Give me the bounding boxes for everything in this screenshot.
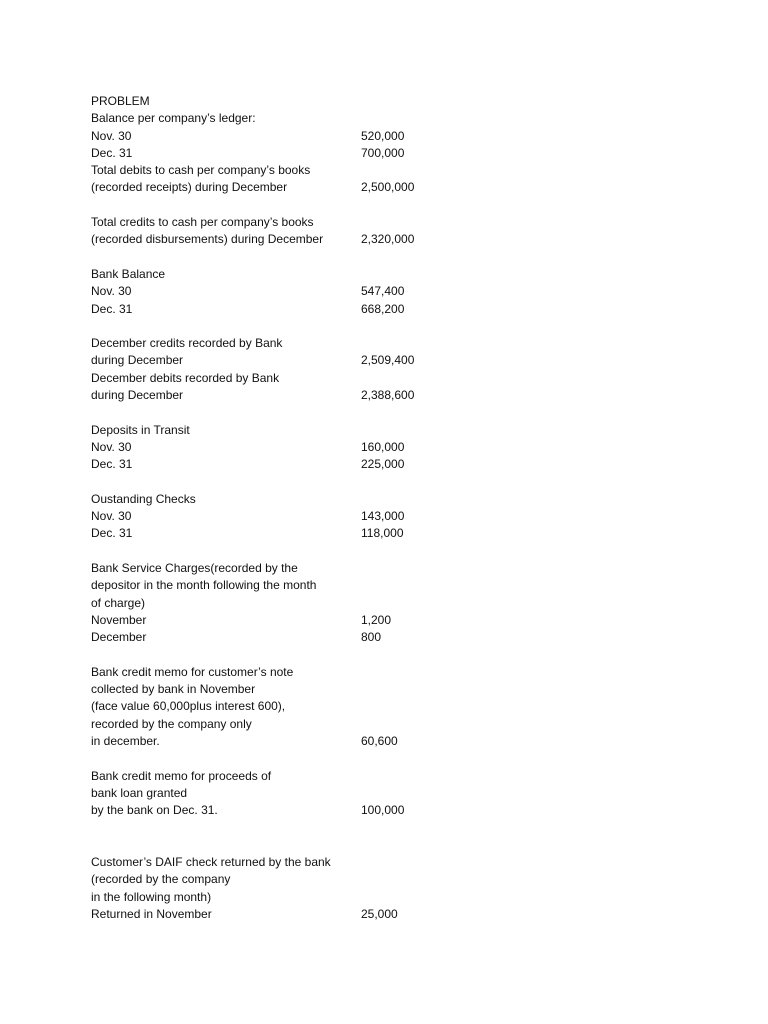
spacer bbox=[91, 543, 511, 560]
daif-row-2 bbox=[91, 871, 511, 888]
spacer bbox=[91, 318, 511, 335]
bank-dec31-label: Dec. 31 bbox=[91, 301, 133, 316]
bank-heading: Bank Balance bbox=[91, 266, 166, 281]
oc-nov30-label: Nov. 30 bbox=[91, 509, 132, 524]
note-row-3 bbox=[91, 698, 511, 715]
bank-debits-line1: December debits recorded by Bank bbox=[91, 370, 280, 385]
oc-nov30-row bbox=[91, 508, 511, 525]
ledger-heading-row bbox=[91, 110, 511, 127]
bank-credits-line1: December credits recorded by Bank bbox=[91, 336, 283, 351]
problem-title: PROBLEM bbox=[91, 94, 150, 108]
bank-debits-value: 2,388,600 bbox=[361, 388, 415, 403]
bank-heading-row bbox=[91, 266, 511, 283]
note-row-5 bbox=[91, 733, 511, 750]
note-row-1 bbox=[91, 664, 511, 681]
dit-nov30-row bbox=[91, 439, 511, 456]
dit-dec31-row bbox=[91, 456, 511, 473]
ledger-dec31-row bbox=[91, 145, 511, 162]
oc-nov30-value: 143,000 bbox=[361, 509, 405, 524]
dit-dec31-value: 225,000 bbox=[361, 457, 405, 472]
dit-heading-row bbox=[91, 422, 511, 439]
note-row-2 bbox=[91, 681, 511, 698]
dit-dec31-label: Dec. 31 bbox=[91, 457, 133, 472]
note-value: 60,600 bbox=[361, 733, 398, 748]
daif-row-3 bbox=[91, 889, 511, 906]
ledger-debits-row-1 bbox=[91, 162, 511, 179]
bsc-row-3 bbox=[91, 595, 511, 612]
bank-nov30-row bbox=[91, 283, 511, 300]
ledger-nov30-row bbox=[91, 128, 511, 145]
ledger-credits-row-2 bbox=[91, 231, 511, 248]
problem-document bbox=[91, 93, 511, 923]
spacer bbox=[91, 197, 511, 214]
ledger-dec31-label: Dec. 31 bbox=[91, 145, 133, 160]
bank-dec31-value: 668,200 bbox=[361, 301, 405, 316]
bank-debits-row-2 bbox=[91, 387, 511, 404]
bank-credits-row-1 bbox=[91, 335, 511, 352]
oc-dec31-value: 118,000 bbox=[361, 526, 404, 541]
spacer bbox=[91, 750, 511, 767]
daif-row-4 bbox=[91, 906, 511, 923]
dit-nov30-label: Nov. 30 bbox=[91, 439, 132, 454]
ledger-debits-value: 2,500,000 bbox=[361, 180, 415, 195]
bank-credits-value: 2,509,400 bbox=[361, 353, 415, 368]
note-line3: (face value 60,000plus interest 600), bbox=[91, 699, 286, 714]
oc-heading: Oustanding Checks bbox=[91, 491, 196, 506]
bsc-dec-label: December bbox=[91, 630, 147, 645]
ledger-debits-row-2 bbox=[91, 179, 511, 196]
problem-title-row bbox=[91, 93, 511, 110]
daif-row-1 bbox=[91, 854, 511, 871]
note-line2: collected by bank in November bbox=[91, 682, 256, 697]
loan-row-3 bbox=[91, 802, 511, 819]
note-line1: Bank credit memo for customer’s note bbox=[91, 664, 294, 679]
loan-line1: Bank credit memo for proceeds of bbox=[91, 768, 272, 783]
ledger-credits-row-1 bbox=[91, 214, 511, 231]
bank-dec31-row bbox=[91, 301, 511, 318]
daif-line1: Customer’s DAIF check returned by the bank bbox=[91, 855, 331, 870]
ledger-credits-line2: (recorded disbursements) during December bbox=[91, 232, 324, 247]
daif-line2: (recorded by the company bbox=[91, 872, 231, 887]
ledger-heading: Balance per company’s ledger: bbox=[91, 111, 256, 126]
loan-line2: bank loan granted bbox=[91, 785, 188, 800]
bsc-nov-value: 1,200 bbox=[361, 612, 392, 627]
dit-heading: Deposits in Transit bbox=[91, 422, 190, 437]
bsc-nov-row bbox=[91, 612, 511, 629]
ledger-debits-line2: (recorded receipts) during December bbox=[91, 180, 288, 195]
bsc-line1: Bank Service Charges(recorded by the bbox=[91, 561, 298, 576]
spacer bbox=[91, 249, 511, 266]
bsc-line3: of charge) bbox=[91, 595, 146, 610]
note-row-4 bbox=[91, 716, 511, 733]
ledger-nov30-value: 520,000 bbox=[361, 128, 405, 143]
loan-row-2 bbox=[91, 785, 511, 802]
bsc-dec-row bbox=[91, 629, 511, 646]
loan-row-1 bbox=[91, 768, 511, 785]
oc-dec31-row bbox=[91, 525, 511, 542]
bank-nov30-value: 547,400 bbox=[361, 284, 405, 299]
bsc-row-2 bbox=[91, 577, 511, 594]
note-line5: in december. bbox=[91, 733, 160, 748]
bsc-dec-value: 800 bbox=[361, 630, 382, 645]
loan-line3: by the bank on Dec. 31. bbox=[91, 803, 218, 818]
spacer bbox=[91, 819, 511, 854]
ledger-nov30-label: Nov. 30 bbox=[91, 128, 132, 143]
oc-heading-row bbox=[91, 491, 511, 508]
ledger-dec31-value: 700,000 bbox=[361, 145, 405, 160]
bsc-nov-label: November bbox=[91, 612, 147, 627]
daif-value: 25,000 bbox=[361, 906, 398, 921]
bank-debits-line2: during December bbox=[91, 388, 184, 403]
bank-credits-line2: during December bbox=[91, 353, 184, 368]
ledger-debits-line1: Total debits to cash per company’s books bbox=[91, 163, 311, 178]
loan-value: 100,000 bbox=[361, 803, 405, 818]
spacer bbox=[91, 404, 511, 421]
bsc-line2: depositor in the month following the month bbox=[91, 578, 317, 593]
bsc-row-1 bbox=[91, 560, 511, 577]
spacer bbox=[91, 647, 511, 664]
oc-dec31-label: Dec. 31 bbox=[91, 526, 133, 541]
spacer bbox=[91, 474, 511, 491]
ledger-credits-line1: Total credits to cash per company’s books bbox=[91, 215, 314, 230]
daif-line4: Returned in November bbox=[91, 906, 212, 921]
daif-line3: in the following month) bbox=[91, 889, 212, 904]
dit-nov30-value: 160,000 bbox=[361, 439, 405, 454]
bank-nov30-label: Nov. 30 bbox=[91, 284, 132, 299]
bank-debits-row-1 bbox=[91, 370, 511, 387]
note-line4: recorded by the company only bbox=[91, 716, 252, 731]
bank-credits-row-2 bbox=[91, 352, 511, 369]
ledger-credits-value: 2,320,000 bbox=[361, 232, 415, 247]
